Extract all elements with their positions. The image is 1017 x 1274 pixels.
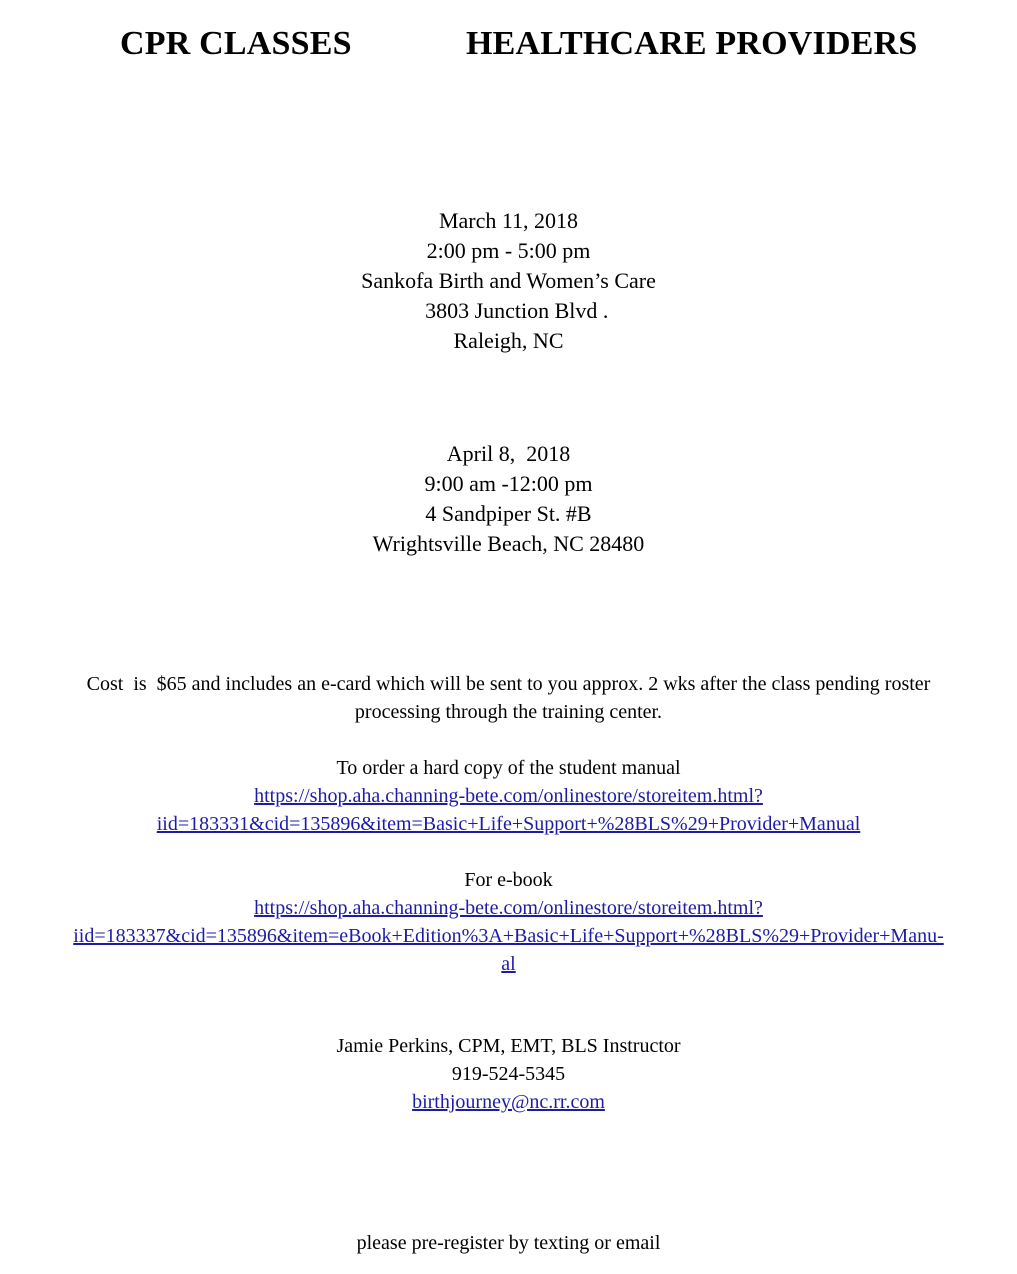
contact-section bbox=[0, 1032, 1017, 1116]
cost-line-1: Cost is $65 and includes an e-card which will be sent to you approx. 2 wks after the class pending roster bbox=[86, 673, 931, 695]
event-time: 9:00 am -12:00 pm bbox=[424, 471, 593, 496]
email-link[interactable]: birthjourney@nc.rr.com bbox=[412, 1091, 605, 1113]
event-venue: Sankofa Birth and Women’s Care bbox=[361, 268, 656, 293]
manual-section bbox=[0, 754, 1017, 838]
instructor-name: Jamie Perkins, CPM, EMT, BLS Instructor bbox=[336, 1035, 681, 1057]
ebook-link-line-1[interactable]: https://shop.aha.channing-bete.com/onlinestore/storeitem.html? bbox=[254, 897, 763, 919]
phone-number: 919-524-5345 bbox=[451, 1063, 566, 1085]
event-time: 2:00 pm - 5:00 pm bbox=[426, 238, 591, 263]
event-block-2 bbox=[0, 439, 1017, 559]
ebook-label: For e-book bbox=[464, 869, 553, 891]
event-city: Raleigh, NC bbox=[453, 328, 564, 353]
event-date: March 11, 2018 bbox=[438, 208, 579, 233]
event-date: April 8, 2018 bbox=[446, 441, 571, 466]
cost-line-2: processing through the training center. bbox=[354, 701, 663, 723]
footer-note bbox=[0, 1229, 1017, 1257]
event-block-1 bbox=[0, 206, 1017, 356]
manual-label: To order a hard copy of the student manual bbox=[336, 757, 681, 779]
event-city: Wrightsville Beach, NC 28480 bbox=[372, 531, 645, 556]
ebook-link-line-2[interactable]: iid=183337&cid=135896&item=eBook+Edition%3A+Basic+Life+Support+%28BLS%29+Provider+Manu- bbox=[73, 925, 944, 947]
manual-link-line-1[interactable]: https://shop.aha.channing-bete.com/onlinestore/storeitem.html? bbox=[254, 785, 763, 807]
ebook-link[interactable] bbox=[0, 894, 1017, 978]
event-street: 4 Sandpiper St. #B bbox=[425, 501, 592, 526]
cost-paragraph bbox=[20, 670, 997, 726]
ebook-section bbox=[0, 866, 1017, 978]
pre-register-note: please pre-register by texting or email bbox=[356, 1232, 661, 1254]
manual-link-line-2[interactable]: iid=183331&cid=135896&item=Basic+Life+Support+%28BLS%29+Provider+Manual bbox=[156, 813, 861, 835]
ebook-link-line-3[interactable]: al bbox=[501, 953, 516, 975]
page-title-left: CPR CLASSES bbox=[120, 25, 352, 62]
manual-link[interactable] bbox=[0, 782, 1017, 838]
event-street: 3803 Junction Blvd . bbox=[408, 298, 609, 323]
page-title-right: HEALTHCARE PROVIDERS bbox=[466, 25, 918, 62]
